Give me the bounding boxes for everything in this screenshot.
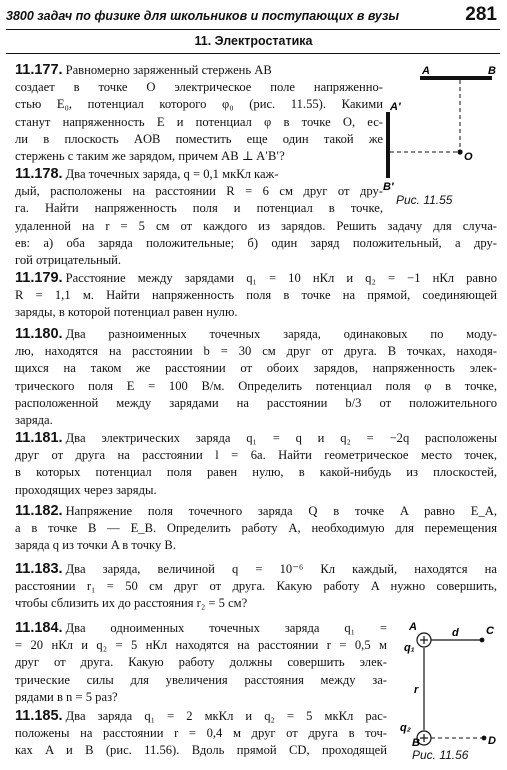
problem-line: Два заряда q₁ = 2 мкКл и q₂ = 5 мкКл рас- xyxy=(65,709,387,723)
problem-line: Два разноименных точечных заряда, одинаковых по моду- xyxy=(65,327,497,341)
problem-line: Равномерно заряженный стержень AB xyxy=(65,63,272,77)
problem-line: га. Найти напряженность поля и потенциал в точке, xyxy=(15,201,383,216)
figure-11-55 xyxy=(380,60,504,210)
problem-11-183 xyxy=(15,561,497,613)
figure-caption-11-55: Рис. 11.55 xyxy=(396,193,453,207)
label-r: r xyxy=(414,684,419,696)
problem-line: а в точке B — E_B. Определить работу A, необходимую для перемещения xyxy=(15,521,497,536)
problem-line: R = 1,1 м. Найти напряженность поля в точке на прямой, соединяющей xyxy=(15,288,497,303)
problem-line: стью E₀, потенциал которого φ₀ (рис. 11.55). Какими xyxy=(15,97,383,112)
problem-line: стержень с таким же зарядом, причем AB ⊥ A′B′? xyxy=(15,149,285,164)
label-o: O xyxy=(464,151,473,163)
point-o xyxy=(457,149,462,154)
problem-line: = 20 нКл и q₂ = 5 нКл находятся на расстоянии r = 0,5 м xyxy=(15,638,387,653)
figure-caption-11-56: Рис. 11.56 xyxy=(412,748,469,762)
problem-line: заряды, в которой потенциал равен нулю. xyxy=(15,305,238,320)
label-b: B xyxy=(412,737,420,746)
problem-number: 11.179. xyxy=(15,270,63,286)
label-b: B xyxy=(488,65,496,77)
label-q2: q₂ xyxy=(400,722,411,734)
problem-line: положены на расстоянии r = 0,4 м друг от друга в точ- xyxy=(15,726,387,741)
problem-11-180 xyxy=(15,326,497,429)
problem-line: гой отрицательный. xyxy=(15,253,122,268)
problem-line: рядами в n = 5 раз? xyxy=(15,689,118,704)
problem-number: 11.183. xyxy=(15,561,63,577)
label-a: A xyxy=(422,65,430,77)
problem-line: ках A и B (рис. 11.56). Вдоль прямой CD, проходящей xyxy=(15,743,387,758)
problem-line: друг от друга. Какую работу должны совершить элек- xyxy=(15,655,387,670)
problem-line: ев: а) оба заряда положительные; б) один заряд положительный, а дру- xyxy=(15,236,497,251)
problem-line: станут напряженность E и потенциал φ в точке O, ес- xyxy=(15,114,383,129)
section-rule xyxy=(6,53,500,54)
problem-line: чтобы сблизить их до расстояния r₂ = 5 см? xyxy=(15,596,248,611)
problem-11-177 xyxy=(15,62,383,165)
problem-line: заряда. xyxy=(15,413,53,428)
problem-line: дый, расположены на расстоянии R = 6 см друг от дру- xyxy=(15,184,383,199)
label-b-prime: B′ xyxy=(383,181,394,193)
label-c: C xyxy=(486,625,494,637)
problem-number: 11.180. xyxy=(15,326,63,342)
problem-line: проходящих через заряды. xyxy=(15,482,157,497)
problem-number: 11.185. xyxy=(15,708,63,724)
point-c xyxy=(480,638,485,643)
problem-11-181 xyxy=(15,430,497,499)
problem-line: трического поля E = 100 В/м. Определить потенциал поля φ в точке, xyxy=(15,378,497,393)
problem-line: ли в плоскость AOB поместить еще один такой же xyxy=(15,131,383,146)
book-title: 3800 задач по физике для школьников и поступающих в вузы xyxy=(6,9,400,23)
problem-number: 11.182. xyxy=(15,503,63,519)
problem-line: заряда q из точки A в точку B. xyxy=(15,538,176,553)
problem-line: создает в точке O электрическое поле напряженно- xyxy=(15,80,383,95)
problem-line: расстоянии r₁ = 50 см друг от друга. Какую работу A нужно совершить, xyxy=(15,579,497,594)
problem-line: Напряжение поля точечного заряда Q в точке A равно E_A, xyxy=(65,504,497,518)
problem-line: расположенной между зарядами на расстоянии b/3 от положительного xyxy=(15,395,497,410)
problem-11-178-continued xyxy=(15,218,497,270)
page-number: 281 xyxy=(465,4,497,25)
problem-line: Два одноименных точечных заряда q₁ = xyxy=(65,621,387,635)
point-d xyxy=(482,736,487,741)
problem-number: 11.181. xyxy=(15,430,63,446)
problem-line: в которых потенциал поля равен нулю, в какой-нибудь из плоскостей, xyxy=(15,465,497,480)
problem-line: Два точечных заряда, q = 0,1 мкКл каж- xyxy=(65,167,279,181)
header-rule xyxy=(6,29,500,30)
label-a-prime: A′ xyxy=(390,101,401,113)
problem-line: лю, находятся на расстоянии b = 30 см друг от друга. В точках, находя- xyxy=(15,344,497,359)
problem-number: 11.177. xyxy=(15,62,63,78)
problem-11-185 xyxy=(15,708,387,760)
section-title: 11. Электростатика xyxy=(194,34,313,48)
problem-number: 11.184. xyxy=(15,620,63,636)
problem-line: Два электрических заряда q₁ = q и q₂ = −2q расположены xyxy=(65,431,497,445)
problem-number: 11.178. xyxy=(15,166,63,182)
problem-11-184 xyxy=(15,620,387,706)
problem-11-178 xyxy=(15,166,383,218)
problem-line: друг от друга на расстоянии l = 6a. Найти геометрическое место точек, xyxy=(15,448,497,463)
label-q1: q₁ xyxy=(404,642,415,654)
label-d: D xyxy=(488,735,496,746)
problem-11-182 xyxy=(15,503,497,555)
problem-line: удаленной на r = 5 см от каждого из зарядов. Решить задачу для случа- xyxy=(15,219,497,233)
label-distance-d: d xyxy=(452,627,459,639)
figure-11-56 xyxy=(392,618,504,746)
problem-line: Расстояние между зарядами q₁ = 10 нКл и q₂ = −1 нКл равно xyxy=(65,271,497,285)
problem-line: трические силы для увеличения расстояния между за- xyxy=(15,672,387,687)
problem-11-179 xyxy=(15,270,497,322)
problem-line: Два заряда, величиной q = 10⁻⁶ Кл каждый, находятся на xyxy=(65,562,497,576)
problem-line: щихся на таком же расстоянии от обоих зарядов, напряженность элек- xyxy=(15,361,497,376)
label-a: A xyxy=(409,621,417,633)
